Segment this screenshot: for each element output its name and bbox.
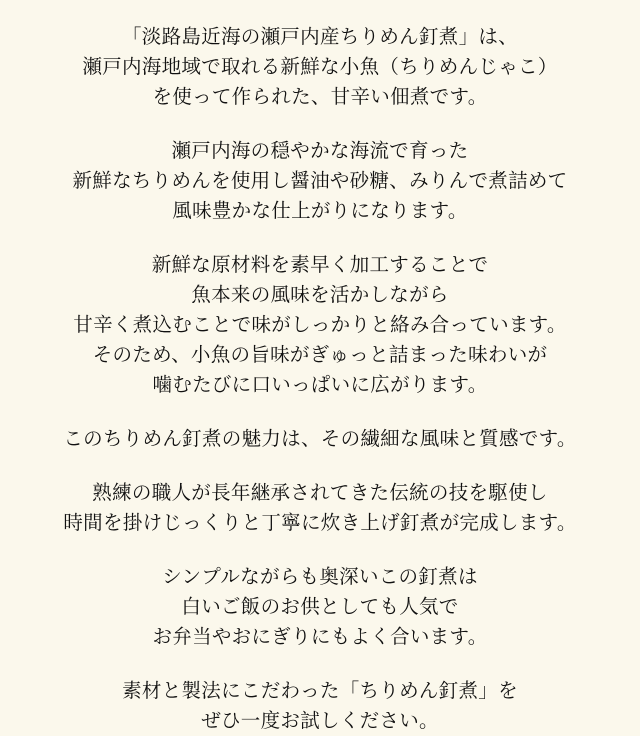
paragraph-2 xyxy=(10,136,630,226)
text-line: 瀬戸内海の穏やかな海流で育った xyxy=(171,140,469,162)
text-line: ぜひ一度お試しください。 xyxy=(201,710,439,732)
text-line: 熟練の職人が長年継承されてきた伝統の技を駆使し xyxy=(92,482,548,504)
text-line: お弁当やおにぎりにもよく合います。 xyxy=(152,626,488,648)
text-line: 風味豊かな仕上がりになります。 xyxy=(172,200,468,222)
text-line: 甘辛く煮込むことで味がしっかりと絡み合っています。 xyxy=(73,314,567,336)
text-line: 時間を掛けじっくりと丁寧に炊き上げ釘煮が完成します。 xyxy=(63,512,577,534)
text-line: 噛むたびに口いっぱいに広がります。 xyxy=(152,374,488,396)
text-line: そのため、小魚の旨味がぎゅっと詰まった味わいが xyxy=(92,344,548,366)
paragraph-3 xyxy=(10,250,630,400)
text-line: 「淡路島近海の瀬戸内産ちりめん釘煮」は、 xyxy=(121,26,518,48)
paragraph-7 xyxy=(10,676,630,736)
paragraph-4 xyxy=(10,424,630,454)
text-line: 素材と製法にこだわった「ちりめん釘煮」を xyxy=(122,680,518,702)
paragraph-5 xyxy=(10,478,630,538)
text-line: 瀬戸内海地域で取れる新鮮な小魚（ちりめんじゃこ） xyxy=(82,56,558,78)
text-line: 新鮮なちりめんを使用し醤油や砂糖、みりんで煮詰めて xyxy=(72,170,568,192)
text-line: 魚本来の風味を活かしながら xyxy=(191,284,449,306)
text-line: このちりめん釘煮の魅力は、その繊細な風味と質感です。 xyxy=(63,428,577,450)
paragraph-1 xyxy=(10,22,630,112)
text-line: 新鮮な原材料を素早く加工することで xyxy=(151,254,489,276)
paragraph-6 xyxy=(10,562,630,652)
text-line: を使って作られた、甘辛い佃煮です。 xyxy=(152,86,488,108)
text-line: シンプルながらも奥深いこの釘煮は xyxy=(162,566,478,588)
text-line: 白いご飯のお供としても人気で xyxy=(181,596,459,618)
